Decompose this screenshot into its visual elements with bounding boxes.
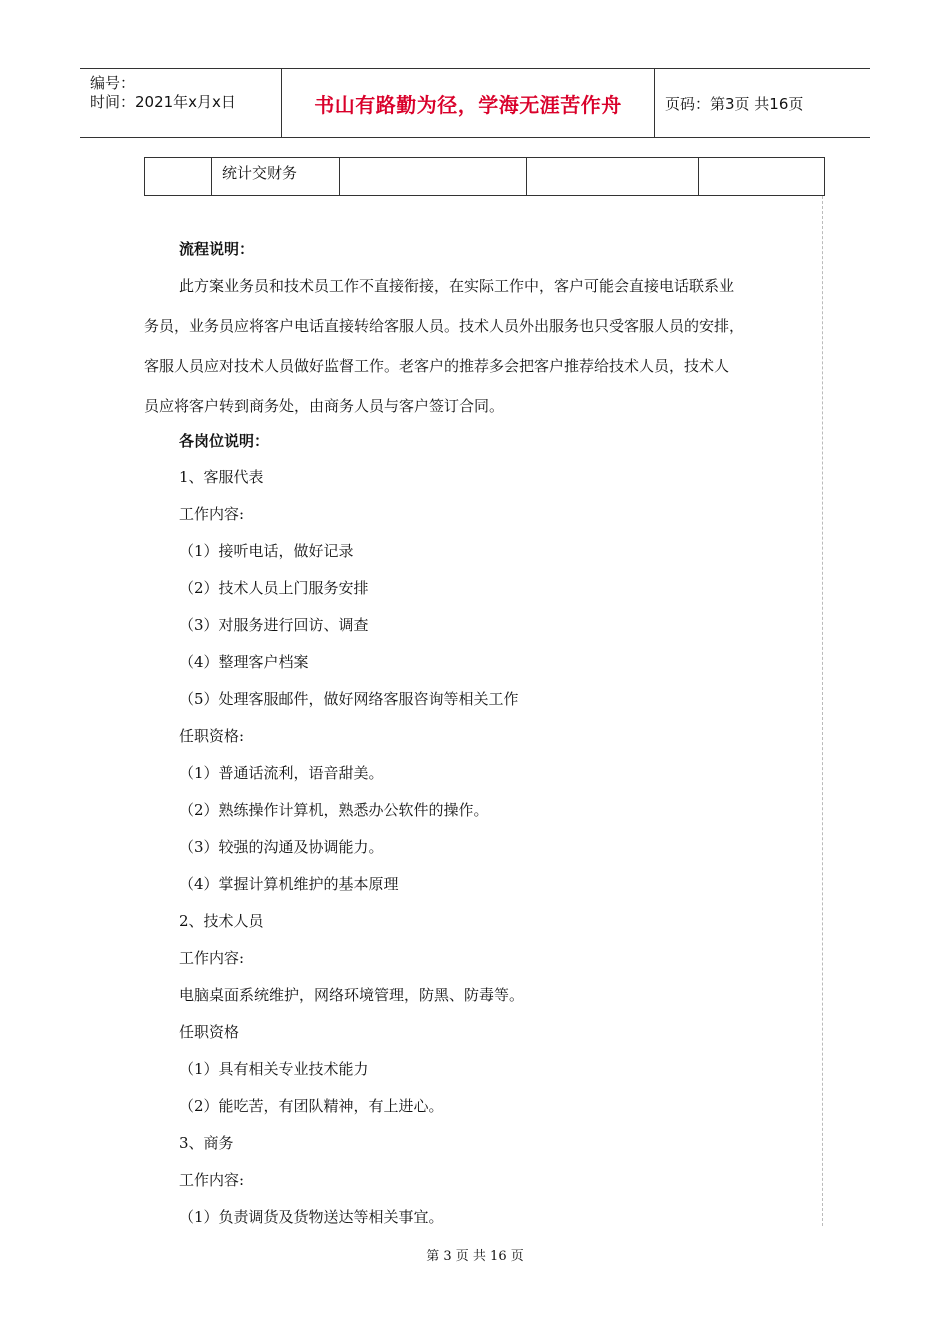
list-item: 任职资格 (179, 1023, 240, 1041)
list-item: （1）负责调货及货物送达等相关事宜。 (179, 1208, 444, 1226)
document-header (80, 68, 870, 138)
list-item: 3、商务 (179, 1134, 234, 1152)
list-item: （2）能吃苦，有团队精神，有上进心。 (179, 1097, 444, 1115)
margin-guide (822, 196, 823, 1226)
list-item: （4）整理客户档案 (179, 653, 309, 671)
positions-section-title: 各岗位说明： (179, 432, 270, 450)
flow-section-title: 流程说明： (179, 240, 255, 258)
table-cell (145, 158, 212, 196)
list-item: （1）普通话流利，语音甜美。 (179, 764, 384, 782)
list-item: （1）接听电话，做好记录 (179, 542, 354, 560)
list-item: （3）较强的沟通及协调能力。 (179, 838, 384, 856)
list-item: （3）对服务进行回访、调查 (179, 616, 369, 634)
workflow-table-fragment (144, 157, 825, 196)
list-item: 2、技术人员 (179, 912, 264, 930)
list-item: （4）掌握计算机维护的基本原理 (179, 875, 399, 893)
table-row (145, 158, 825, 196)
page-footer: 第 3 页 共 16 页 (426, 1249, 524, 1264)
header-meta-cell (80, 69, 282, 137)
list-item: （2）技术人员上门服务安排 (179, 579, 369, 597)
flow-paragraph-line: 客服人员应对技术人员做好监督工作。老客户的推荐多会把客户推荐给技术人员，技术人 (144, 357, 730, 375)
list-item: 任职资格: (179, 727, 245, 745)
header-page-cell (655, 69, 870, 137)
list-item: （1）具有相关专业技术能力 (179, 1060, 369, 1078)
header-motto-cell (282, 69, 655, 137)
list-item: 工作内容: (179, 949, 245, 967)
flow-paragraph-line: 务员，业务员应将客户电话直接转给客服人员。技术人员外出服务也只受客服人员的安排， (144, 317, 745, 335)
flow-paragraph-line: 员应将客户转到商务处，由商务人员与客户签订合同。 (144, 397, 505, 415)
table-cell (699, 158, 825, 196)
page-indicator: 页码：第3页 共16页 (665, 94, 804, 113)
motto-text: 书山有路勤为径，学海无涯苦作舟 (314, 92, 622, 117)
list-item: （2）熟练操作计算机，熟悉办公软件的操作。 (179, 801, 489, 819)
document-time-label: 时间：2021年x月x日 (90, 93, 236, 111)
list-item: 工作内容: (179, 1171, 245, 1189)
list-item: 1、客服代表 (179, 468, 264, 486)
list-item: 工作内容: (179, 505, 245, 523)
table-cell (340, 158, 527, 196)
table-cell: 统计交财务 (212, 158, 340, 196)
list-item: （5）处理客服邮件，做好网络客服咨询等相关工作 (179, 690, 519, 708)
list-item: 电脑桌面系统维护，网络环境管理，防黑、防毒等。 (179, 986, 525, 1004)
document-number-label: 编号： (90, 74, 136, 92)
flow-paragraph-line: 此方案业务员和技术员工作不直接衔接，在实际工作中，客户可能会直接电话联系业 (179, 277, 735, 295)
table-cell (527, 158, 699, 196)
